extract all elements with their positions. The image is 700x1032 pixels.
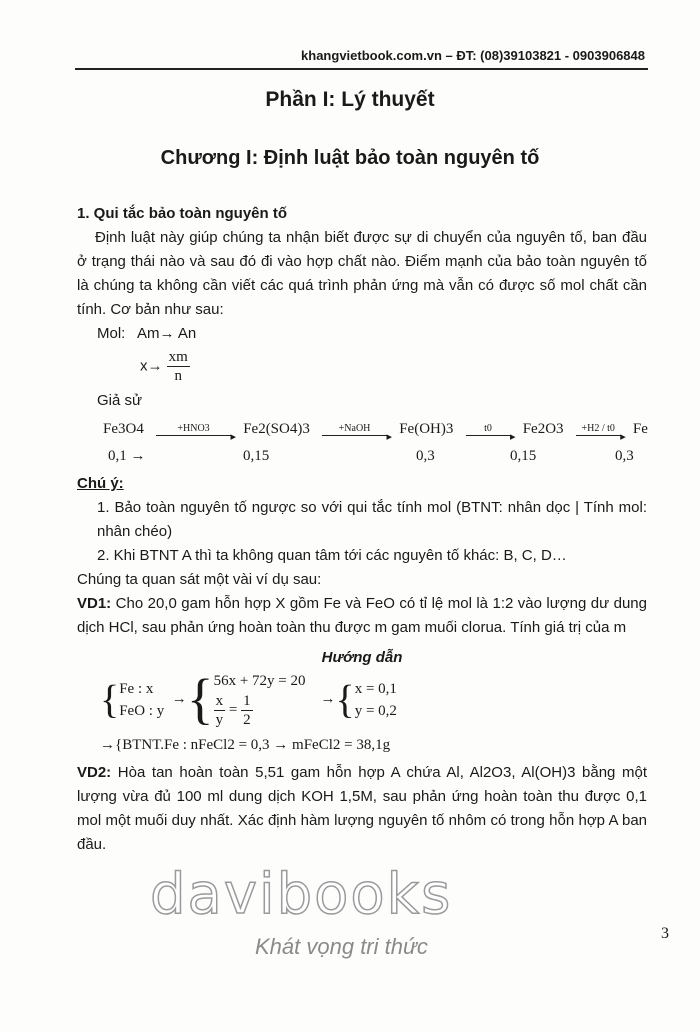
species: Fe2(SO4)3 xyxy=(243,421,310,437)
x-label: x→ xyxy=(140,357,163,375)
reaction-chain xyxy=(103,421,648,438)
system-line: FeO : y xyxy=(119,702,165,719)
example-2 xyxy=(77,761,647,857)
species: Fe xyxy=(632,421,648,437)
fraction-numerator: x xyxy=(215,693,224,709)
equals: = xyxy=(228,701,238,718)
fraction-denominator: y xyxy=(215,712,224,728)
system-line: Fe : x xyxy=(119,680,154,697)
examples-intro: Chúng ta quan sát một vài ví dụ sau: xyxy=(77,571,322,588)
mole-value: 0,15 xyxy=(510,448,537,464)
solution-line: x = 0,1 xyxy=(354,680,397,697)
section-heading: 1. Qui tắc bảo toàn nguyên tố xyxy=(77,205,288,222)
x-line xyxy=(77,348,647,385)
mol-expression: Am→ An xyxy=(137,325,197,342)
mole-value: 0,3 xyxy=(416,448,435,464)
reaction-arrow: +NaOH ▸ xyxy=(322,423,387,436)
mole-value: 0,3 xyxy=(615,448,634,464)
fraction-denominator: 2 xyxy=(243,712,251,728)
running-header: khangvietbook.com.vn – ĐT: (08)39103821 - 0903906848 xyxy=(301,48,645,63)
header-rule xyxy=(75,68,648,70)
result-line: →{BTNT.Fe : nFeCl2 = 0,3 → mFeCl2 = 38,1g xyxy=(100,737,391,753)
species: Fe(OH)3 xyxy=(399,421,454,437)
example-text: Cho 20,0 gam hỗn hợp X gồm Fe và FeO có tỉ lệ mol là 1:2 vào lượng dư dung dịch HCl, sau phản ứng hoàn toàn thu được m gam muối clorua. Tính giá trị của m xyxy=(77,595,647,636)
guide-heading: Hướng dẫn xyxy=(321,649,403,666)
watermark-logo: davibooks xyxy=(150,862,453,927)
species: Fe2O3 xyxy=(522,421,564,437)
assume-label: Giả sử xyxy=(97,392,143,409)
equation-system: { Fe : x FeO : y →{ 56x + 72y = 20 $\frac{x}{y}$ = $\frac{1}{2}$ →{ x = 0,1 y = 0,2 xyxy=(100,668,397,731)
reaction-arrow: +HNO3 ▸ xyxy=(156,423,231,436)
equation: 56x + 72y = 20 xyxy=(213,673,306,689)
mole-value: 0,15 xyxy=(243,448,270,464)
mole-row xyxy=(77,448,647,472)
example-label: VD1: xyxy=(77,595,112,612)
watermark-area xyxy=(150,862,669,973)
section-paragraph: Định luật này giúp chúng ta nhận biết được sự di chuyển của nguyên tố, ban đầu ở trạng thái nào và sau đó đi vào hợp chất nào. Điểm mạnh của bảo toàn nguyên tố là chúng ta không cần viết các quá trình phản ứng mà vẫn có được số mol chất cần tính. Cơ bản như sau: xyxy=(77,229,647,318)
fraction-denominator: n xyxy=(174,368,182,384)
example-1 xyxy=(77,592,647,640)
mole-value: 0,1 → xyxy=(108,448,146,464)
example-label: VD2: xyxy=(77,764,112,781)
fraction-numerator: xm xyxy=(168,349,188,365)
reaction-arrow: +H2 / t0 ▸ xyxy=(576,423,621,436)
note-item: 1. Bảo toàn nguyên tố ngược so với qui tắc tính mol (BTNT: nhân dọc | Tính mol: nhân chéo) xyxy=(97,499,647,540)
fraction-numerator: 1 xyxy=(243,693,251,709)
chapter-title: Chương I: Định luật bảo toàn nguyên tố xyxy=(160,147,540,169)
note-heading: Chú ý: xyxy=(77,475,124,492)
part-title: Phần I: Lý thuyết xyxy=(265,88,435,111)
solution-line: y = 0,2 xyxy=(354,702,397,719)
reaction-arrow: t0 ▸ xyxy=(466,423,511,436)
watermark-tagline: Khát vọng tri thức xyxy=(255,934,428,959)
mol-line xyxy=(77,322,647,346)
mol-label: Mol: xyxy=(97,325,126,342)
example-text: Hòa tan hoàn toàn 5,51 gam hỗn hợp A chứa Al, Al2O3, Al(OH)3 bằng một lượng vừa đủ 100 ml dung dịch KOH 1,5M, sau phản ứng hoàn toàn thu được 0,1 mol một muối duy nhất. Xác định hàm lượng nguyên tố nhôm có trong hỗn hợp A ban đầu. xyxy=(77,764,647,853)
page-number: 3 xyxy=(661,925,669,942)
content-flow xyxy=(77,202,669,973)
note-item: 2. Khi BTNT A thì ta không quan tâm tới các nguyên tố khác: B, C, D… xyxy=(97,547,567,564)
species: Fe3O4 xyxy=(103,421,144,437)
